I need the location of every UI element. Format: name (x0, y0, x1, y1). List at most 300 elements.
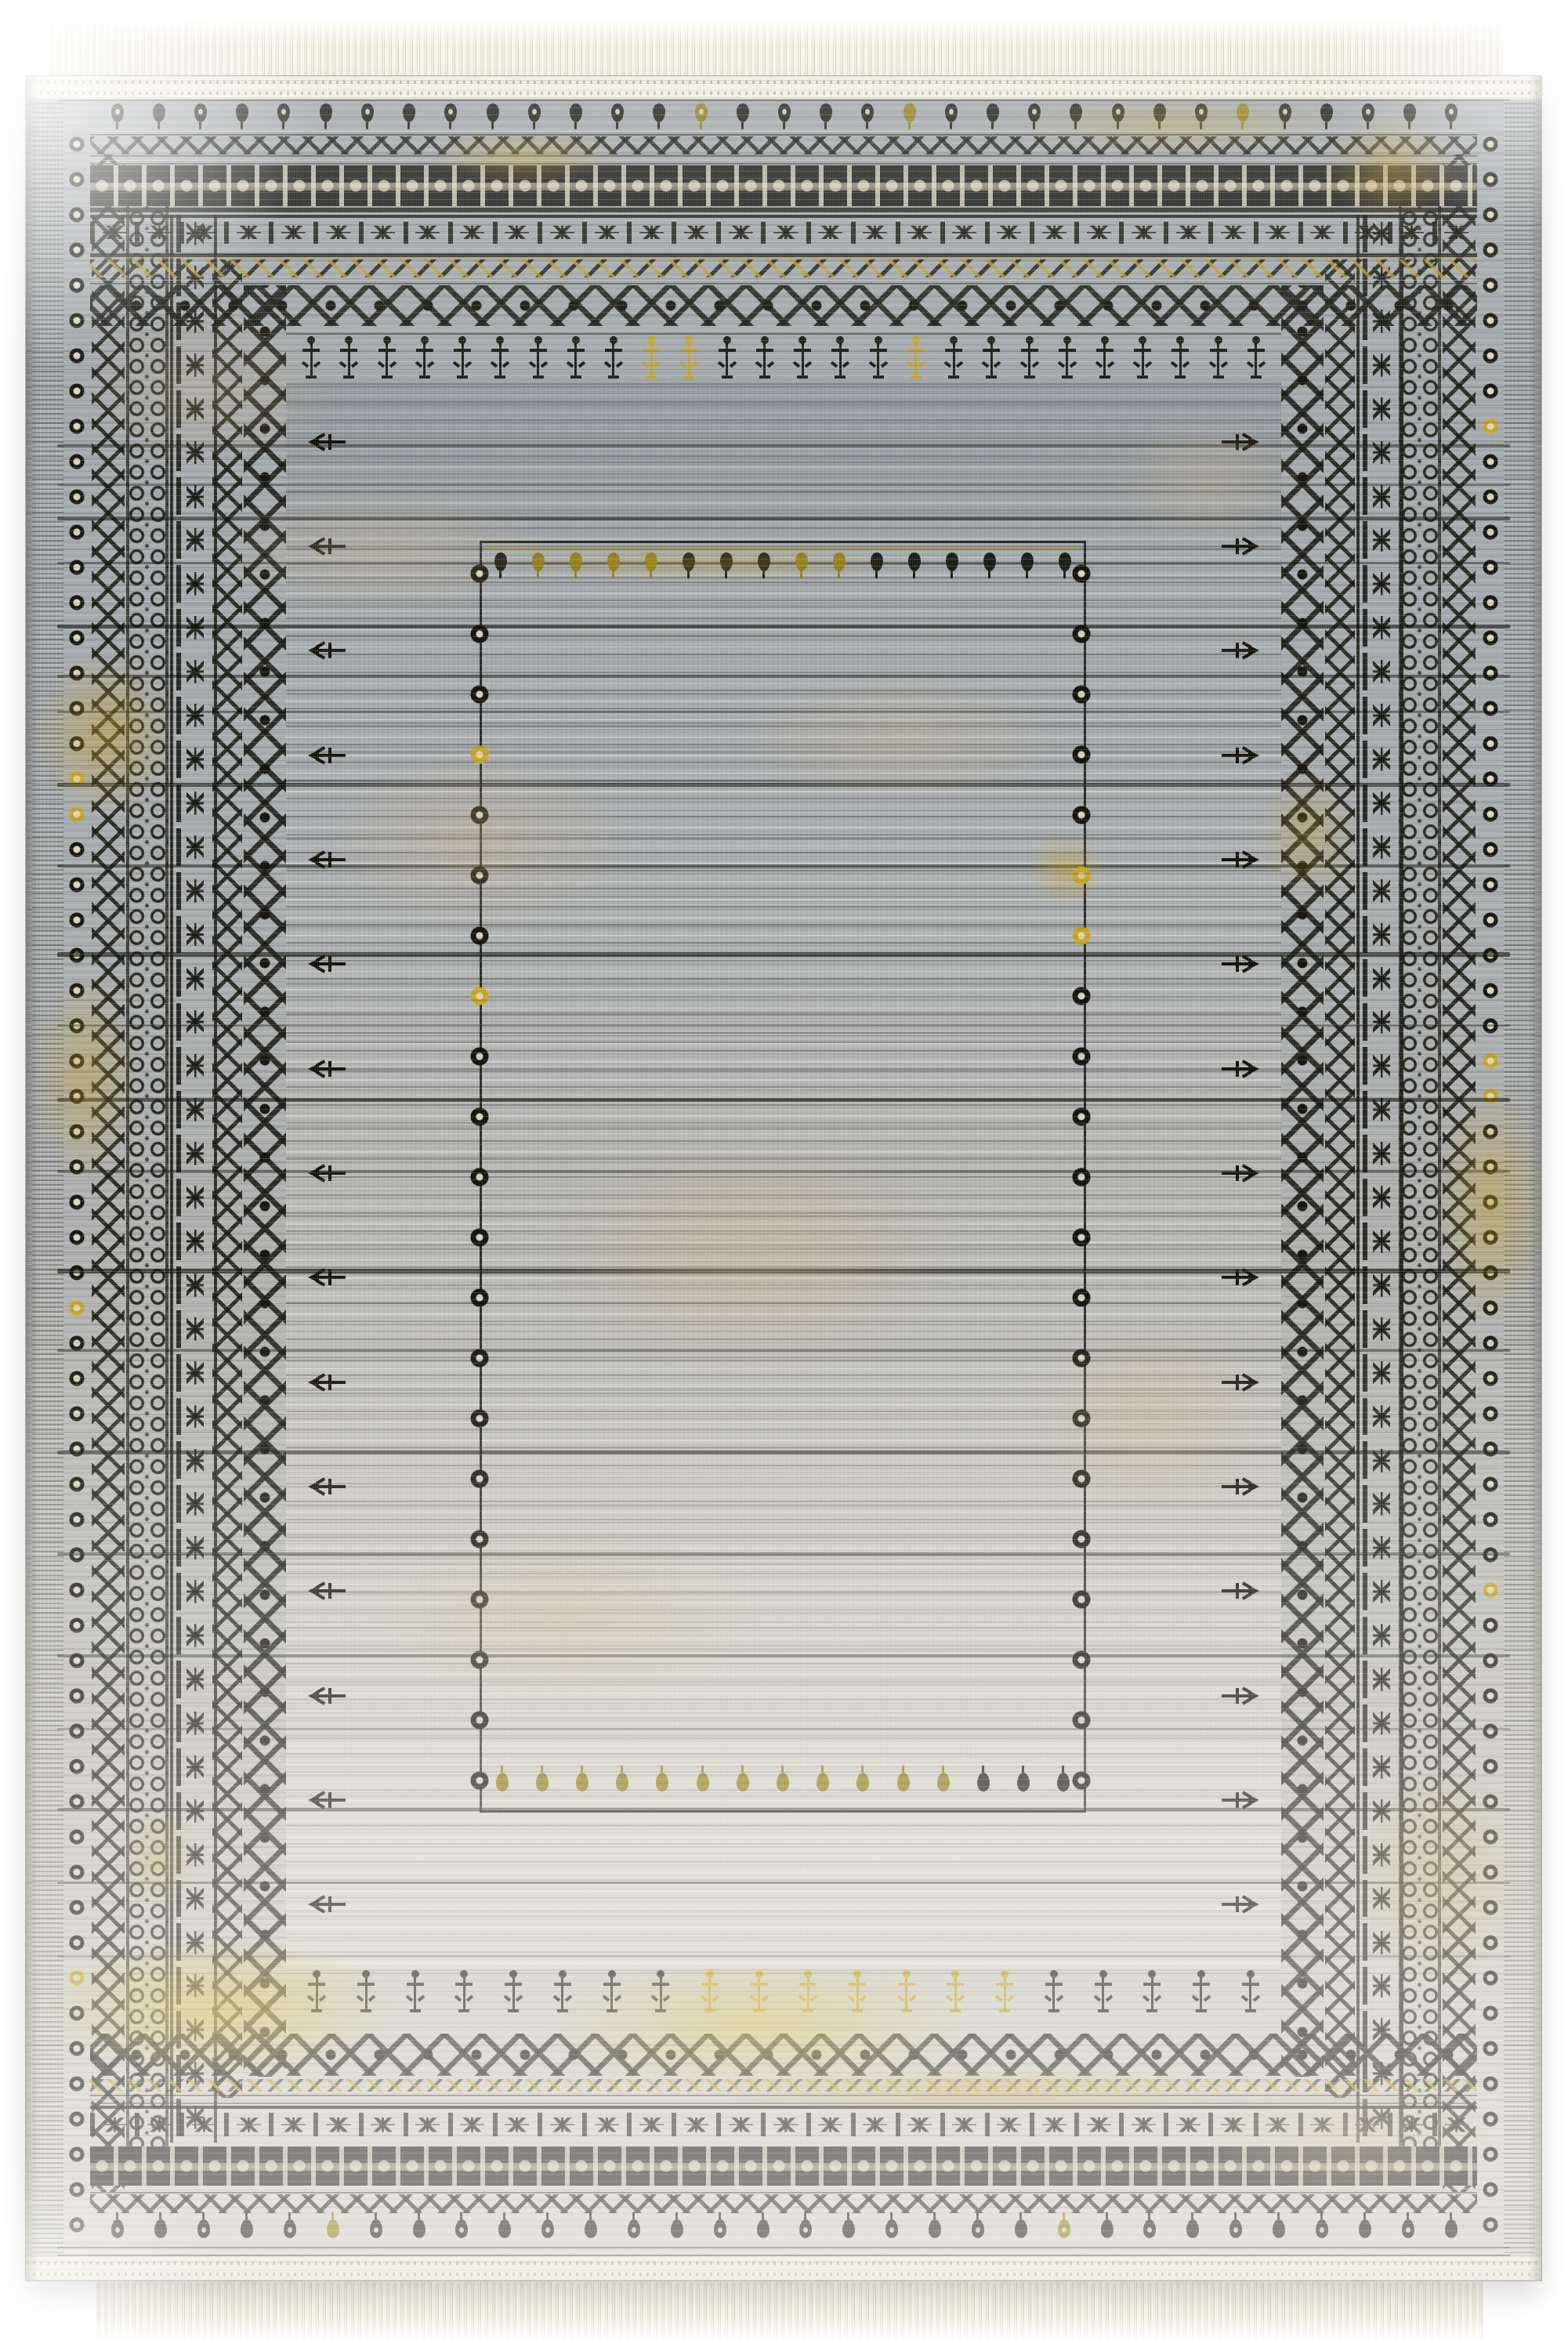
star-motif (176, 1573, 209, 1610)
stitch-row (26, 92, 1541, 95)
candelabra-motif (755, 336, 774, 379)
rosette-motif (68, 1299, 85, 1317)
rosette-motif (1482, 1758, 1499, 1775)
rosette-motif (1482, 347, 1499, 364)
dot-motif (1071, 624, 1092, 644)
rosette-motif (68, 594, 85, 611)
star-motif (1363, 1047, 1396, 1085)
anchor-motif (306, 1581, 346, 1600)
star-motif (1208, 222, 1252, 244)
star-motif (1363, 1661, 1396, 1698)
dot-motif (1071, 1227, 1092, 1248)
star-motif (176, 697, 209, 734)
star-motif (1074, 222, 1118, 244)
rosette-motif (68, 171, 85, 188)
rosette-motif (1482, 1511, 1499, 1528)
gold-patch (49, 1937, 394, 2078)
candelabra-motif (415, 336, 434, 379)
teardrop-eye (1062, 2227, 1066, 2233)
candelabra-motif (406, 1970, 425, 2012)
star-motif (1363, 1573, 1396, 1610)
rosette-motif (1482, 523, 1499, 541)
anchor-motif (306, 746, 346, 765)
star-motif (806, 222, 850, 244)
star-motif (1363, 1441, 1396, 1479)
teardrop-motif (241, 2219, 253, 2238)
rosette-motif (1482, 453, 1499, 470)
star-motif (1432, 222, 1476, 244)
candelabra-motif (339, 336, 358, 379)
teardrop-motif (284, 2219, 296, 2238)
star-motif (985, 2113, 1029, 2136)
star-motif (627, 2113, 671, 2136)
rosette-motif (68, 1229, 85, 1246)
dot-motif (1071, 1107, 1092, 1127)
teardrop-motif (361, 103, 374, 122)
stitch-row (26, 2273, 1541, 2276)
rosette-motif (1482, 206, 1499, 223)
star-motif (851, 222, 895, 244)
teardrop-motif (616, 1773, 628, 1791)
star-motif (1363, 653, 1396, 690)
star-motif (176, 1748, 209, 1786)
teardrop-motif (695, 103, 708, 122)
rosette-motif (1482, 241, 1499, 259)
star-motif (176, 1091, 209, 1128)
rosette-motif (68, 1440, 85, 1458)
teardrop-eye (281, 109, 286, 114)
candelabra-motif (1095, 336, 1114, 379)
teardrop-eye (699, 109, 704, 114)
rosette-motif (68, 1617, 85, 1634)
star-motif (313, 222, 357, 244)
dot-motif (469, 1469, 490, 1489)
teardrop-eye (198, 109, 203, 114)
rosette-motif (68, 2216, 85, 2233)
anchor-motif (1222, 746, 1261, 765)
rosette-motif (68, 1722, 85, 1740)
candelabra-motif (1247, 336, 1266, 379)
star-motif (1363, 916, 1396, 954)
star-motif (1363, 1310, 1396, 1348)
teardrop-motif (861, 103, 874, 122)
candelabra-motif (1133, 336, 1152, 379)
teardrop-motif (1316, 2219, 1328, 2238)
rosette-motif (1482, 1052, 1499, 1070)
tan-patch (1107, 413, 1303, 546)
rosette-motif (68, 312, 85, 329)
teardrop-eye (1449, 109, 1454, 114)
rosette-motif (1482, 700, 1499, 717)
dot-motif (469, 1348, 490, 1368)
star-motif (179, 222, 223, 244)
rosette-motif (1482, 559, 1499, 576)
rosette-motif (1482, 1617, 1499, 1634)
teardrop-motif (1359, 2219, 1371, 2238)
teardrop-motif (653, 103, 665, 122)
dot-motif (469, 986, 490, 1006)
band-candelabra (292, 335, 1275, 379)
band-lines (90, 278, 1477, 284)
star-motif (1119, 2113, 1163, 2136)
teardrop-eye (976, 2227, 980, 2233)
rosette-motif (1482, 2075, 1499, 2092)
star-motif (1363, 521, 1396, 559)
dot-motif (1071, 1650, 1092, 1670)
teardrop-eye (115, 2227, 120, 2233)
teardrop-motif (1143, 2219, 1156, 2238)
star-motif (1363, 1529, 1396, 1567)
star-motif (1363, 1223, 1396, 1260)
star-motif (1030, 2113, 1074, 2136)
teardrop-motif (320, 103, 332, 122)
teardrop-motif (1101, 2219, 1114, 2238)
star-motif (448, 2113, 492, 2136)
star-motif (1388, 222, 1432, 244)
rosette-motif (1482, 312, 1499, 329)
rosette-motif (1482, 277, 1499, 294)
teardrop-motif (1273, 2219, 1285, 2238)
band-rule (90, 208, 1477, 212)
gold-patch (1358, 1761, 1523, 1988)
candelabra-motif (869, 336, 888, 379)
gold-patch (496, 546, 911, 581)
teardrop-motif (885, 2219, 898, 2238)
star-motif (404, 222, 447, 244)
teardrop-motif (444, 103, 457, 122)
teardrop-motif (671, 2219, 683, 2238)
rosette-motif (1482, 418, 1499, 435)
anchor-motif (306, 1477, 346, 1496)
star-motif (179, 2113, 223, 2136)
anchor-motif (306, 1791, 346, 1809)
band-zigzag (90, 2194, 1477, 2213)
star-motif (448, 222, 492, 244)
candelabra-motif (453, 336, 472, 379)
teardrop-motif (897, 1773, 910, 1791)
star-motif (716, 2113, 760, 2136)
rosette-motif (68, 1899, 85, 1916)
candelabra-motif (378, 336, 397, 379)
star-motif (1363, 1398, 1396, 1436)
star-motif (313, 2113, 357, 2136)
star-motif (1254, 222, 1298, 244)
rug-edge-shadow-right (1529, 76, 1541, 2280)
dot-motif (469, 1770, 490, 1791)
gold-patch (120, 1808, 198, 1910)
candelabra-motif (679, 336, 698, 379)
star-motif (1363, 1485, 1396, 1523)
star-motif (269, 222, 313, 244)
teardrop-eye (201, 2227, 206, 2233)
teardrop-motif (1059, 552, 1071, 571)
teardrop-motif (656, 1773, 668, 1791)
star-motif (940, 222, 984, 244)
rosette-motif (68, 1194, 85, 1211)
star-motif (176, 1441, 209, 1479)
star-motif (176, 872, 209, 910)
stitch-row (26, 81, 1541, 84)
teardrop-motif (757, 2219, 770, 2238)
dot-motif (1071, 1529, 1092, 1549)
star-motif (176, 1003, 209, 1041)
teardrop-motif (929, 2219, 941, 2238)
teardrop-motif (236, 103, 248, 122)
teardrop-motif (697, 1773, 709, 1791)
gold-patch (1256, 770, 1358, 903)
stitch-row (26, 2262, 1541, 2265)
dot-motif (469, 1710, 490, 1730)
band-zigzag (90, 259, 1477, 277)
band-lines (90, 155, 1477, 165)
dot-motif (469, 1408, 490, 1429)
band-drops (96, 2218, 1472, 2244)
teardrop-motif (455, 2219, 468, 2238)
teardrop-motif (799, 2219, 812, 2238)
rosette-motif (1482, 171, 1499, 188)
teardrop-motif (111, 2219, 124, 2238)
star-motif (176, 1529, 209, 1567)
candelabra-motif (604, 336, 623, 379)
distress-line (57, 1882, 1510, 1884)
rosette-motif (1482, 665, 1499, 682)
star-motif (1363, 1135, 1396, 1172)
star-motif (1363, 1748, 1396, 1786)
band-lines (57, 2245, 1510, 2256)
star-motif (176, 521, 209, 559)
rosette-motif (1482, 1722, 1499, 1740)
candelabra-motif (831, 336, 849, 379)
teardrop-eye (288, 2227, 292, 2233)
candelabra-motif (529, 336, 548, 379)
star-motif (627, 222, 671, 244)
teardrop-motif (154, 2219, 167, 2238)
candelabra-motif (907, 336, 925, 379)
star-motif (582, 2113, 626, 2136)
rosette-motif (68, 241, 85, 259)
tan-patch (1029, 1314, 1272, 1526)
dot-motif (1071, 1046, 1092, 1067)
candelabra-motif (1192, 1970, 1211, 2012)
dot-motif (1071, 563, 1092, 584)
star-motif (176, 959, 209, 997)
teardrop-eye (532, 109, 537, 114)
candelabra-motif (1143, 1970, 1161, 2012)
rosette-motif (1482, 2005, 1499, 2022)
star-motif (538, 222, 581, 244)
star-motif (1363, 784, 1396, 822)
dot-motif (469, 1167, 490, 1187)
fringe-top (49, 20, 1503, 77)
rosette-motif (68, 841, 85, 858)
teardrop-motif (1445, 2219, 1458, 2238)
star-motif (90, 2113, 134, 2136)
rosette-motif (1482, 2040, 1499, 2057)
rosette-motif (1482, 136, 1499, 153)
star-motif (176, 1704, 209, 1742)
anchor-motif (1222, 1060, 1261, 1078)
tan-patch (527, 1118, 974, 1377)
star-motif (176, 1047, 209, 1085)
star-motif (1363, 390, 1396, 428)
anchor-motif (1222, 1686, 1261, 1705)
anchor-motif (306, 1060, 346, 1078)
rosette-motif (1482, 1370, 1499, 1387)
teardrop-motif (413, 2219, 425, 2238)
star-motif (176, 916, 209, 954)
rosette-motif (68, 2110, 85, 2128)
gold-patch (34, 973, 136, 1185)
band-goldlines (90, 252, 1477, 259)
dot-motif (1071, 926, 1092, 946)
teardrop-motif (611, 103, 624, 122)
star-motif (176, 741, 209, 778)
teardrop-motif (1017, 1773, 1030, 1791)
anchor-motif (306, 1895, 346, 1914)
rosette-motif (68, 206, 85, 223)
dot-motif (469, 1227, 490, 1248)
candelabra-motif (1094, 1970, 1113, 2012)
band-lines (286, 327, 1281, 335)
teardrop-motif (496, 1773, 509, 1791)
rosette-motif (68, 629, 85, 647)
star-motif (176, 1223, 209, 1260)
teardrop-motif (1186, 2219, 1199, 2238)
teardrop-eye (448, 109, 453, 114)
teardrop-eye (949, 109, 954, 114)
anchor-motif (1222, 1895, 1261, 1914)
band-zigzagcol (1325, 259, 1355, 2098)
star-motif (1030, 222, 1074, 244)
tan-patch (355, 1526, 770, 1706)
teardrop-eye (115, 109, 120, 114)
rosette-motif (68, 876, 85, 893)
teardrop-eye (545, 2227, 550, 2233)
rosette-motif (1482, 629, 1499, 647)
teardrop-motif (987, 103, 999, 122)
star-motif (359, 222, 403, 244)
rosette-motif (68, 453, 85, 470)
teardrop-motif (153, 103, 165, 122)
teardrop-motif (487, 103, 499, 122)
teardrop-motif (528, 103, 541, 122)
dot-motif (1071, 1710, 1092, 1730)
dot-motif (469, 684, 490, 705)
star-motif (716, 222, 760, 244)
rosette-motif (68, 2146, 85, 2163)
gold-patch (708, 2067, 1264, 2114)
teardrop-motif (576, 1773, 588, 1791)
dot-motif (1071, 684, 1092, 705)
anchor-motif (1222, 1791, 1261, 1809)
teardrop-eye (865, 109, 870, 114)
rosette-motif (68, 559, 85, 576)
candelabra-motif (995, 1970, 1014, 2012)
teardrop-motif (498, 2219, 511, 2238)
star-motif (224, 2113, 268, 2136)
selvage-bottom (26, 2257, 1541, 2280)
star-motif (1363, 828, 1396, 866)
teardrop-eye (1320, 2227, 1324, 2233)
rosette-motif (1482, 982, 1499, 999)
dot-motif (469, 624, 490, 644)
teardrop-motif (541, 2219, 554, 2238)
rosette-motif (68, 2075, 85, 2092)
dot-motif (1071, 805, 1092, 825)
star-motif (672, 222, 715, 244)
star-motif (940, 2113, 984, 2136)
candelabra-motif (944, 336, 963, 379)
rosette-motif (1482, 1405, 1499, 1422)
star-motif (1363, 1704, 1396, 1742)
star-motif (896, 2113, 940, 2136)
teardrop-eye (718, 2227, 722, 2233)
rosette-motif (68, 1934, 85, 1951)
teardrop-motif (977, 1773, 990, 1791)
teardrop-motif (842, 2219, 855, 2238)
rosette-motif (68, 136, 85, 153)
teardrop-motif (1058, 2219, 1070, 2238)
star-motif (176, 1617, 209, 1654)
rosette-motif (68, 1405, 85, 1422)
gold-patch (34, 652, 175, 817)
rosette-motif (1482, 1440, 1499, 1458)
star-motif (176, 784, 209, 822)
star-motif (582, 222, 626, 244)
rosette-motif (1482, 488, 1499, 505)
teardrop-eye (1233, 2227, 1238, 2233)
star-motif (135, 222, 179, 244)
rosette-motif (68, 1511, 85, 1528)
rosette-motif (68, 2181, 85, 2198)
teardrop-motif (628, 2219, 640, 2238)
star-motif (761, 222, 805, 244)
star-motif (1363, 1354, 1396, 1392)
teardrop-motif (945, 103, 958, 122)
teardrop-eye (459, 2227, 464, 2233)
star-motif (672, 2113, 715, 2136)
rosette-motif (1482, 1687, 1499, 1704)
teardrop-motif (277, 103, 290, 122)
dot-motif (1071, 1167, 1092, 1187)
star-motif (1363, 697, 1396, 734)
dot-motif (469, 1046, 490, 1067)
star-motif (1363, 872, 1396, 910)
rosette-motif (1482, 2216, 1499, 2233)
rosette-motif (68, 1687, 85, 1704)
rosette-motif (68, 1864, 85, 1881)
gold-patch (1005, 96, 1342, 154)
rosette-motif (68, 911, 85, 929)
candelabra-motif (1045, 1970, 1063, 2012)
tan-patch (324, 750, 629, 930)
star-motif (1363, 346, 1396, 384)
tan-patch (73, 311, 339, 468)
star-motif (359, 2113, 403, 2136)
rosette-motif (68, 523, 85, 541)
rosette-motif (1482, 1476, 1499, 1493)
star-motif (176, 1179, 209, 1216)
candelabra-motif (567, 336, 585, 379)
star-motif (1363, 565, 1396, 603)
teardrop-motif (327, 2219, 339, 2238)
rosette-motif (68, 488, 85, 505)
teardrop-motif (904, 103, 916, 122)
candelabra-motif (718, 336, 737, 379)
teardrop-motif (817, 1773, 829, 1791)
teardrop-motif (1015, 2219, 1027, 2238)
star-motif (761, 2113, 805, 2136)
